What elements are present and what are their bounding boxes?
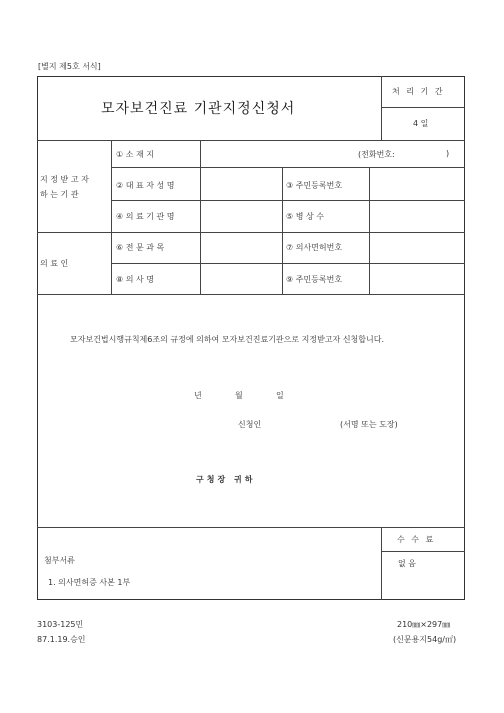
- beds-label: ⑤ 병 상 수: [286, 212, 324, 221]
- date-year: 년: [194, 391, 202, 400]
- representative-label: ② 대 표 자 성 명: [116, 181, 175, 190]
- recipient: 구청장 귀하: [196, 475, 256, 484]
- divider-title-period: [381, 76, 382, 140]
- applicant-label: 신청인: [238, 420, 262, 429]
- form-code: 3103-125민: [37, 620, 84, 629]
- processing-period-label: 처 리 기 간: [392, 87, 445, 96]
- fee-label: 수 수 료: [397, 535, 436, 544]
- approval-date: 87.1.19.승인: [37, 635, 86, 644]
- phone-label: (전화번호:: [358, 150, 395, 159]
- rule-below-representative: [111, 200, 465, 201]
- institution-name-label: ④ 의 료 기 관 명: [116, 212, 175, 221]
- resident-no-label-1: ③ 주민등록번호: [286, 181, 343, 190]
- paper-size: 210㎜×297㎜: [397, 620, 451, 629]
- rule-below-doctor: [37, 294, 465, 295]
- rule-above-attachments: [37, 527, 465, 528]
- rule-below-specialty: [111, 263, 465, 264]
- divider-fee-box: [381, 527, 382, 600]
- specialty-label: ⑥ 전 문 과 목: [116, 243, 165, 252]
- processing-period-value: 4 일: [413, 119, 429, 128]
- rule-below-institution: [37, 232, 465, 233]
- divider-group-label: [111, 140, 112, 294]
- fee-value: 없 음: [398, 559, 416, 568]
- divider-field-label: [200, 140, 201, 294]
- signature-note: (서명 또는 도장): [340, 420, 398, 429]
- rule-below-address: [111, 167, 465, 168]
- doctor-group-label: 의 료 인: [40, 259, 69, 268]
- date-day: 일: [276, 391, 284, 400]
- rule-processing-period: [381, 107, 465, 108]
- attachments-title: 첨부서류: [44, 556, 75, 565]
- applicant-group-label-1: 지 정 받 고 자: [40, 175, 89, 184]
- paper-type: (신문용지54g/㎡): [393, 635, 457, 644]
- divider-right-label: [369, 167, 370, 294]
- application-statement: 모자보건법시행규칙제6조의 규정에 의하여 모자보건진료기관으로 지정받고자 신청합니다.: [70, 335, 385, 344]
- phone-close: ): [446, 149, 450, 158]
- address-label: ① 소 재 지: [116, 150, 154, 159]
- divider-middle: [282, 167, 283, 294]
- form-title: 모자보건진료 기관지정신청서: [101, 101, 296, 117]
- form-number-tag: [별지 제5호 서식]: [38, 62, 101, 71]
- license-no-label: ⑦ 의사면허번호: [286, 243, 343, 252]
- attachment-item: 1. 의사면허증 사본 1부: [48, 578, 131, 587]
- doctor-name-label: ⑧ 의 사 명: [116, 275, 154, 284]
- resident-no-label-2: ⑨ 주민등록번호: [286, 275, 343, 284]
- applicant-group-label-2: 하 는 기 관: [40, 190, 79, 199]
- rule-fee: [381, 551, 465, 552]
- date-month: 월: [235, 391, 243, 400]
- rule-below-title: [37, 140, 465, 141]
